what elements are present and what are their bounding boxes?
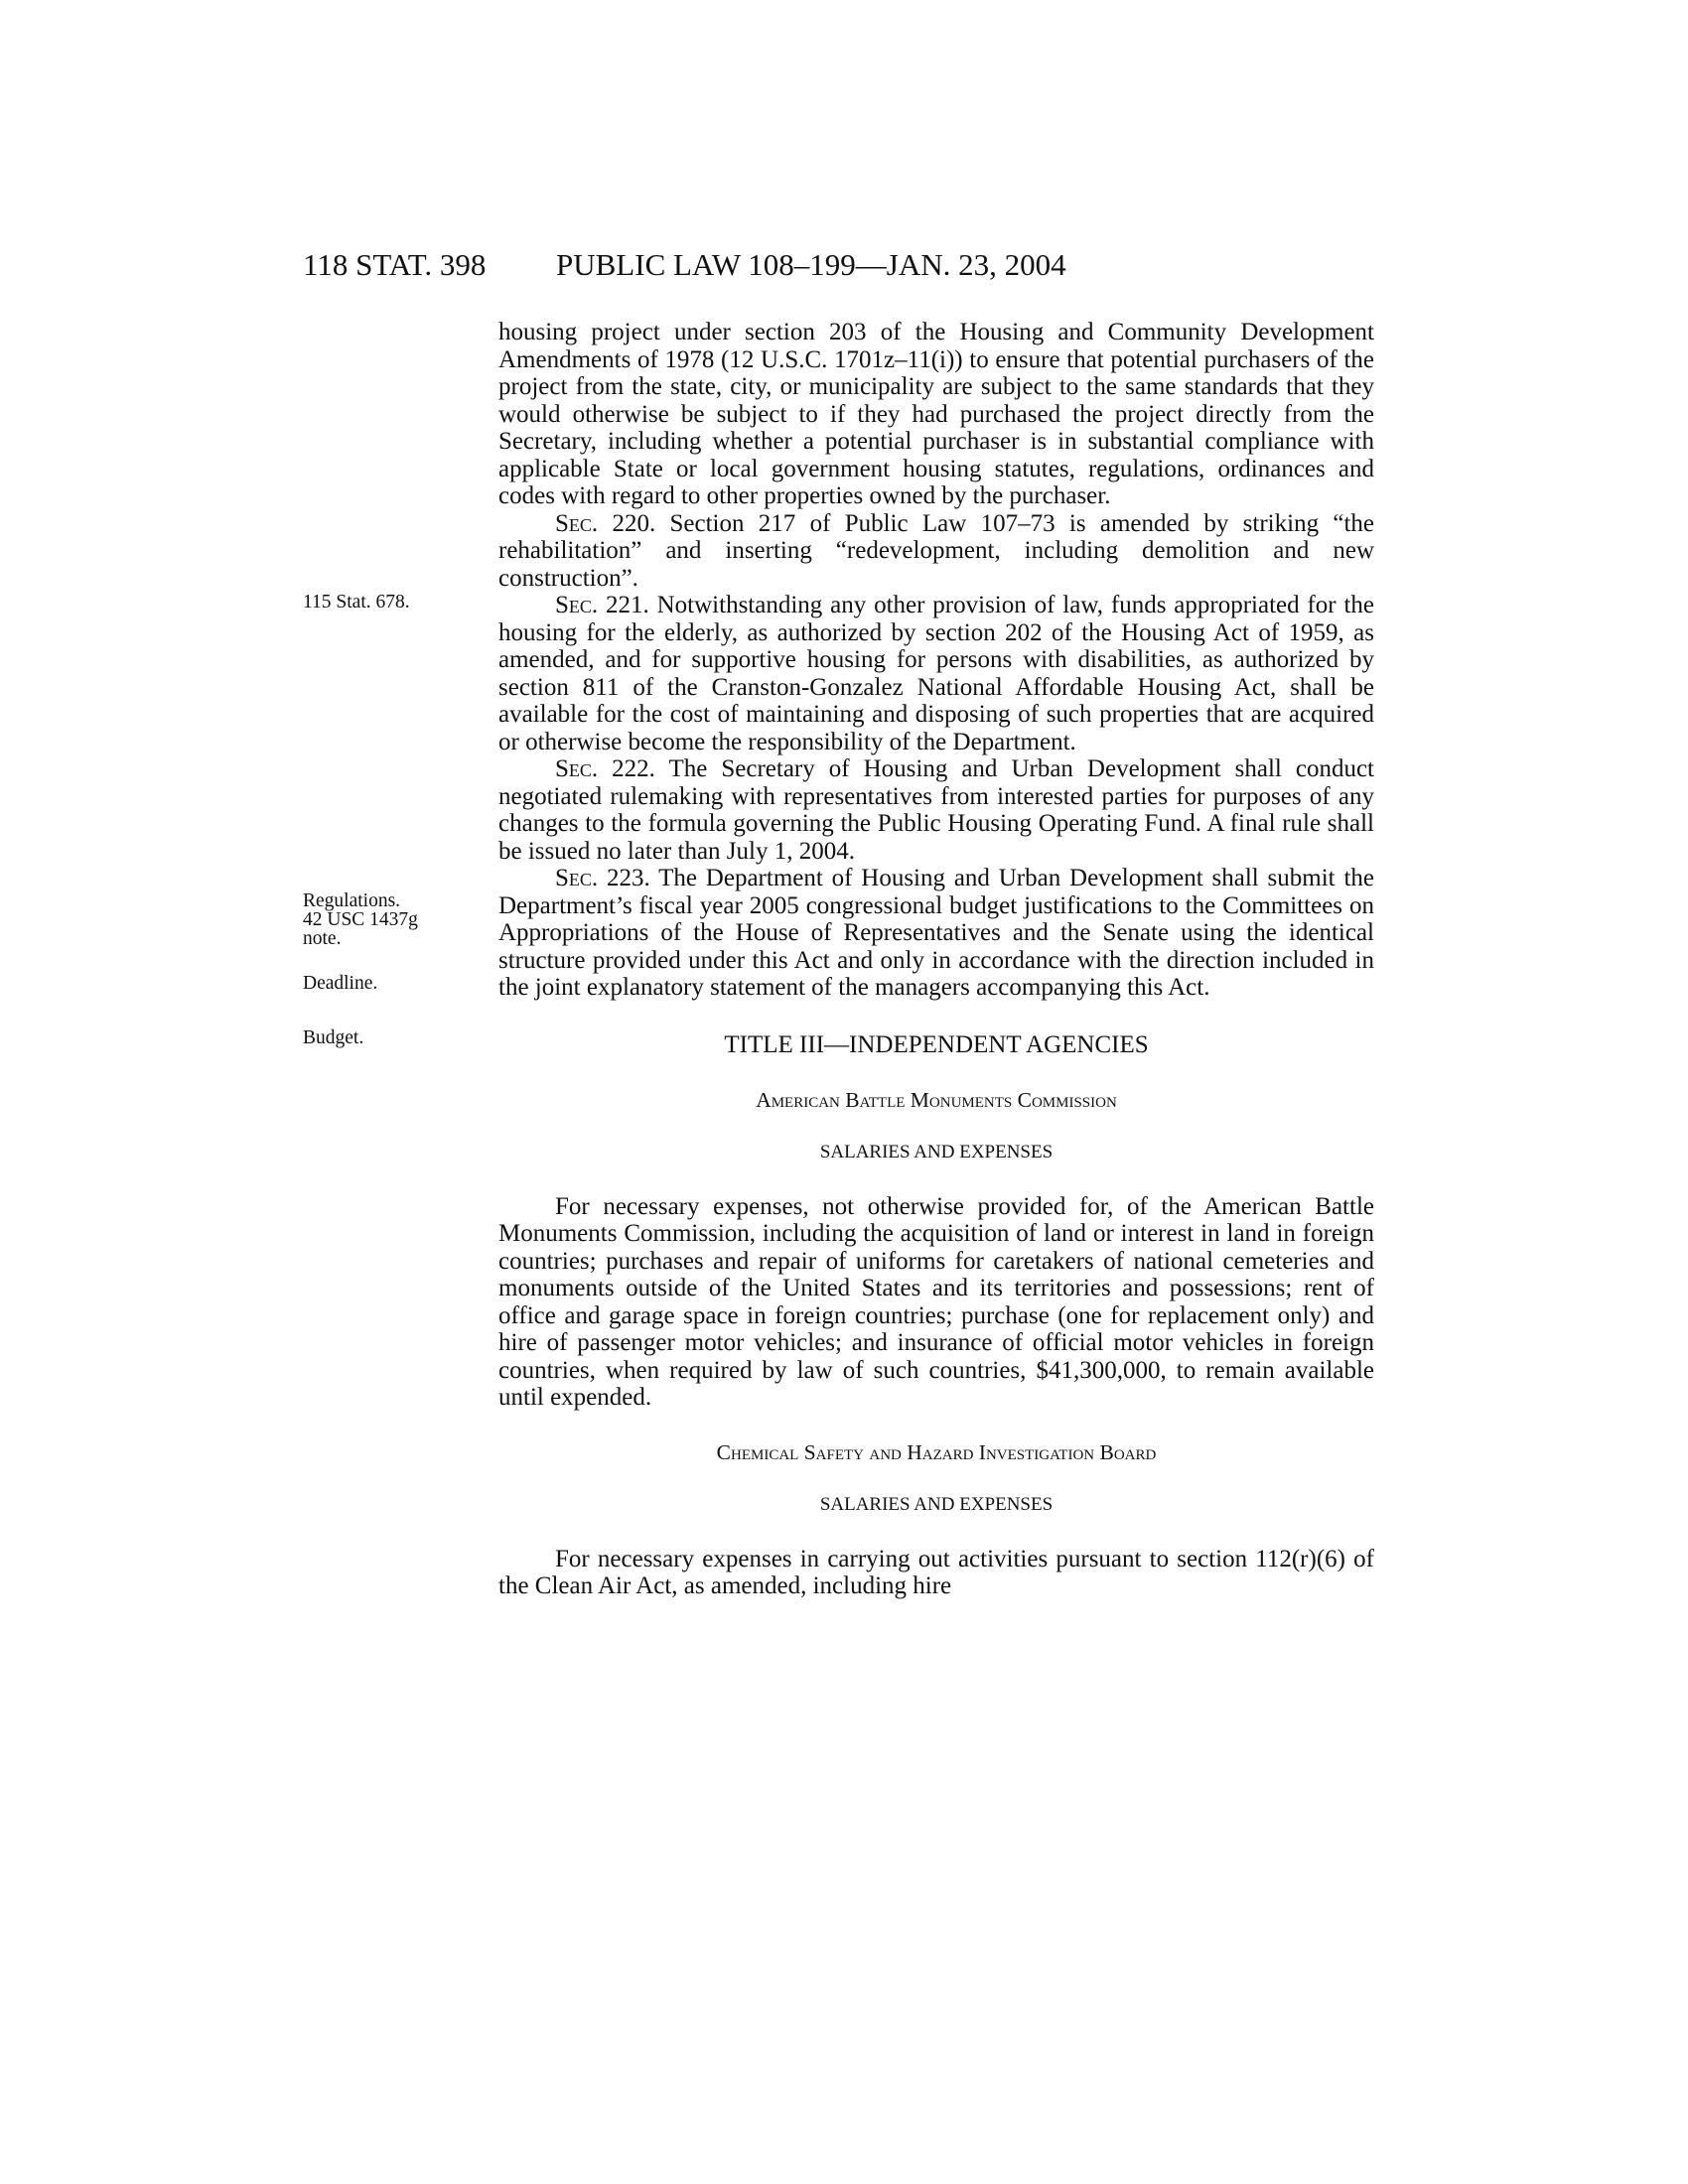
section-221-text: Notwithstanding any other provision of law, funds appropriated for the housing for the elderly, as authorized by section 202 of the Housing Act of 1959, as amended, and for supportive housing for persons with disabilities, as authorized by section 811 of the Cranston-Gonzalez National Affordable Housing Act, shall be available for the cost of maintaining and disposing of such properties that are acquired or otherwise become the responsibility of the Department. [498, 592, 1375, 755]
section-223 [498, 865, 1374, 1002]
abmc-paragraph: For necessary expenses, not otherwise provided for, of the American Battle Monuments Commission, including the acquisition of land or interest in land in foreign countries; purchases and repair of uniforms for caretakers of national cemeteries and monuments outside of the United States and its territories and possessions; rent of office and garage space in foreign countries; purchase (one for replacement only) and hire of passenger motor vehicles; and insurance of official motor vehicles in foreign countries, when required by law of such countries, $41,300,000, to remain available until expended. [498, 1192, 1374, 1411]
body-column [498, 319, 1374, 1600]
margin-note-usc-citation: 42 USC 1437g [303, 909, 418, 930]
section-223-text: The Department of Housing and Urban Development shall submit the Department’s fiscal year 2005 congressional budget justifications to the Committees on Appropriations of the House of Representatives and the Senate using the identical structure provided under this Act and only in accordance with the direction included in the joint explanatory statement of the managers accompanying this Act. [498, 865, 1374, 1001]
page-header [0, 247, 1688, 287]
margin-note-note: note. [303, 928, 342, 949]
margin-note-regulations: Regulations. [303, 890, 401, 911]
stat-page-number: 118 STAT. 398 [303, 247, 487, 282]
subheading-salaries-abmc: SALARIES AND EXPENSES [819, 1141, 1054, 1162]
section-222-label: Sec. 222. [555, 755, 655, 782]
section-221 [498, 592, 1374, 755]
section-222-text: The Secretary of Housing and Urban Development shall conduct negotiated rulemaking with representatives from interested parties for purposes of any changes to the formula governing the Public Housing Operating Fund. A final rule shall be issued no later than July 1, 2004. [498, 755, 1374, 865]
margin-note-budget: Budget. [303, 1027, 364, 1048]
title-heading: TITLE III—INDEPENDENT AGENCIES [724, 1030, 1149, 1058]
section-221-label: Sec. 221. [555, 592, 649, 618]
section-222 [498, 755, 1374, 865]
running-title: PUBLIC LAW 108–199—JAN. 23, 2004 [556, 247, 1066, 282]
section-223-label: Sec. 223. [555, 865, 650, 891]
section-220 [498, 510, 1374, 593]
section-220-label: Sec. 220. [555, 509, 656, 537]
subheading-salaries-csb: SALARIES AND EXPENSES [819, 1493, 1054, 1515]
continued-paragraph: housing project under section 203 of the Housing and Community Development Amendments of 1978 (12 U.S.C. 1701z–11(i)) to ensure that potential purchasers of the project from the state, city, or municipality are subject to the same standards that they would otherwise be subject to if they had purchased the project directly from the Secretary, including whether a potential purchaser is in substantial compliance with applicable State or local government housing statutes, regulations, ordinances and codes with regard to other properties owned by the purchaser. [498, 319, 1374, 509]
agency-heading-abmc: American Battle Monuments Commission [756, 1087, 1117, 1112]
csb-paragraph: For necessary expenses in carrying out activities pursuant to section 112(r)(6) of the Clean Air Act, as amended, including hire [498, 1545, 1374, 1599]
agency-heading-csb: Chemical Safety and Hazard Investigation Board [716, 1439, 1157, 1464]
margin-note-deadline: Deadline. [303, 973, 378, 994]
margin-note-stat-reference: 115 Stat. 678. [303, 592, 410, 613]
section-220-text: Section 217 of Public Law 107–73 is amended by striking “the rehabilitation” and inserting “redevelopment, including demolition and new construction”. [498, 509, 1374, 592]
